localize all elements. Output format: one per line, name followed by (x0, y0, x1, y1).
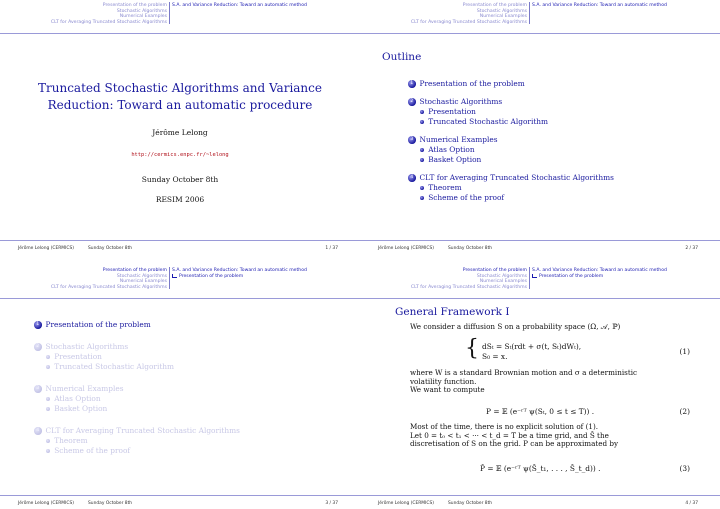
nav-section-2[interactable]: Stochastic Algorithms (116, 273, 167, 279)
bullet-icon (46, 407, 50, 411)
bullet-icon (420, 196, 424, 200)
nav-section-3[interactable]: Numerical Examples (119, 279, 167, 285)
footer-date: Sunday October 8th (448, 246, 493, 251)
footer-rule (0, 240, 360, 241)
section-number-ball: 3 (408, 136, 416, 144)
bullet-icon (46, 449, 50, 453)
nav-section-4[interactable]: CLT for Averaging Truncated Stochastic Algorithms (410, 19, 527, 25)
toc-subsection[interactable] (46, 362, 240, 372)
header-doc-title[interactable]: S.A. and Variance Reduction: Toward an automatic method (172, 268, 307, 273)
presentation-date: Sunday October 8th (141, 175, 219, 184)
header-rule (360, 298, 720, 299)
header-subsection-label: Presentation of the problem (179, 273, 244, 279)
bullet-icon (420, 148, 424, 152)
event-name: RESIM 2006 (155, 195, 205, 204)
toc-section-3[interactable] (34, 384, 240, 394)
equation-1-line-2: S₀ = x. (482, 352, 508, 361)
slide-section-outline (0, 255, 360, 509)
table-of-contents (408, 79, 614, 203)
toc-subsection[interactable] (46, 352, 240, 362)
footer-page-number: 1 / 37 (325, 246, 338, 251)
title-line-1: Truncated Stochastic Algorithms and Variance (38, 81, 322, 95)
header-subsection-label: Presentation of the problem (539, 273, 604, 279)
slide-footer (0, 240, 360, 254)
section-number-ball: 1 (34, 321, 42, 329)
toc-subsection[interactable] (420, 155, 614, 165)
slide-general-framework (360, 255, 720, 509)
toc-section-label: CLT for Averaging Truncated Stochastic Algorithms (45, 426, 240, 435)
author-url[interactable]: http://cermics.enpc.fr/~lelong (131, 152, 229, 158)
slide-footer (0, 495, 360, 509)
footer-rule (360, 495, 720, 496)
paragraph-2 (410, 369, 710, 395)
nav-section-1[interactable]: Presentation of the problem (102, 3, 167, 8)
toc-section-1[interactable] (408, 79, 614, 89)
paragraph-3 (410, 423, 710, 449)
toc-section-label: Stochastic Algorithms (45, 342, 129, 351)
slide-header (0, 0, 360, 34)
paragraph-3-line: Most of the time, there is no explicit solution of (1). (410, 422, 599, 431)
header-doc-title-block (172, 268, 307, 279)
paragraph-2-line: where W is a standard Brownian motion and σ a deterministic (410, 368, 638, 377)
header-rule (360, 33, 720, 34)
slide-outline (360, 0, 720, 254)
section-number-ball: 1 (408, 80, 416, 88)
toc-section-label: Presentation of the problem (419, 79, 525, 88)
header-section-nav (411, 268, 527, 290)
header-divider (169, 2, 170, 24)
footer-page-number: 2 / 37 (685, 246, 698, 251)
header-section-nav (51, 3, 167, 25)
header-divider (529, 267, 530, 289)
toc-section-label: Stochastic Algorithms (419, 97, 503, 106)
toc-subsection[interactable] (46, 404, 240, 414)
toc-subsection-label: Atlas Option (54, 394, 101, 403)
nav-section-4[interactable]: CLT for Averaging Truncated Stochastic Algorithms (410, 284, 527, 290)
header-section-nav (411, 3, 527, 25)
footer-author: Jérôme Lelong (CERMICS) (378, 501, 434, 506)
author-name: Jérôme Lelong (152, 128, 208, 137)
header-rule (0, 33, 360, 34)
bullet-icon (46, 355, 50, 359)
toc-section-label: CLT for Averaging Truncated Stochastic Algorithms (419, 173, 614, 182)
header-doc-title[interactable]: S.A. and Variance Reduction: Toward an automatic method (532, 3, 667, 8)
section-number-ball: 3 (34, 385, 42, 393)
nav-section-3[interactable]: Numerical Examples (479, 279, 527, 285)
header-doc-title[interactable]: S.A. and Variance Reduction: Toward an automatic method (172, 3, 307, 8)
bullet-icon (46, 365, 50, 369)
bullet-icon (420, 110, 424, 114)
toc-subsection[interactable] (420, 107, 614, 117)
section-number-ball: 4 (34, 427, 42, 435)
nav-section-1[interactable]: Presentation of the problem (102, 268, 167, 273)
toc-subsection-label: Scheme of the proof (54, 446, 131, 455)
header-divider (169, 267, 170, 289)
toc-section-2[interactable] (408, 97, 614, 107)
slide-header (0, 265, 360, 299)
tree-corner-icon (532, 274, 537, 278)
header-subsection[interactable] (172, 274, 307, 280)
slide-header (360, 0, 720, 34)
toc-section-label: Presentation of the problem (45, 320, 151, 329)
equation-1-line-1: dSₜ = Sₜ(rdt + σ(t, Sₜ)dWₜ), (482, 342, 582, 351)
toc-section-2[interactable] (34, 342, 240, 352)
header-rule (0, 298, 360, 299)
footer-rule (0, 495, 360, 496)
footer-date: Sunday October 8th (88, 501, 133, 506)
nav-section-4[interactable]: CLT for Averaging Truncated Stochastic Algorithms (50, 19, 167, 25)
toc-subsection-label: Truncated Stochastic Algorithm (54, 362, 175, 371)
footer-page-number: 3 / 37 (325, 501, 338, 506)
toc-subsection-label: Basket Option (54, 404, 108, 413)
paragraph-3-line: discretisation of S on the grid. P can be approximated by (410, 439, 619, 449)
footer-author: Jérôme Lelong (CERMICS) (18, 501, 74, 506)
footer-author: Jérôme Lelong (CERMICS) (18, 246, 74, 251)
toc-subsection[interactable] (420, 117, 614, 127)
title-line-2: Reduction: Toward an automatic procedure (47, 98, 313, 112)
header-doc-title-block (532, 268, 667, 279)
toc-section-4[interactable] (34, 426, 240, 436)
section-number-ball: 4 (408, 174, 416, 182)
toc-subsection-label: Theorem (54, 436, 88, 445)
nav-section-3[interactable]: Numerical Examples (119, 14, 167, 20)
nav-section-1[interactable]: Presentation of the problem (462, 268, 527, 273)
toc-subsection-label: Presentation (54, 352, 102, 361)
frame-title: Outline (382, 51, 422, 63)
section-number-ball: 2 (408, 98, 416, 106)
nav-section-4[interactable]: CLT for Averaging Truncated Stochastic Algorithms (50, 284, 167, 290)
header-section-nav (51, 268, 167, 290)
nav-section-3[interactable]: Numerical Examples (479, 14, 527, 20)
toc-subsection-label: Scheme of the proof (428, 193, 505, 202)
toc-subsection[interactable] (420, 193, 614, 203)
toc-subsection[interactable] (46, 446, 240, 456)
toc-subsection-label: Atlas Option (428, 145, 475, 154)
paragraph-2-line: We want to compute (410, 385, 485, 395)
bullet-icon (420, 186, 424, 190)
toc-subsection-label: Theorem (428, 183, 462, 192)
bullet-icon (46, 397, 50, 401)
equation-3-number: (3) (679, 464, 690, 473)
footer-rule (360, 240, 720, 241)
header-doc-title[interactable]: S.A. and Variance Reduction: Toward an automatic method (532, 268, 667, 273)
toc-section-1[interactable] (34, 320, 240, 330)
equation-3: P̂ = 𝔼 (e⁻ʳᵀ ψ(Ŝ_t₁, . . . , Ŝ_t_d)) . (480, 464, 601, 473)
toc-subsection[interactable] (46, 436, 240, 446)
toc-subsection[interactable] (420, 145, 614, 155)
table-of-contents (34, 320, 240, 456)
toc-section-label: Numerical Examples (45, 384, 124, 393)
nav-section-2[interactable]: Stochastic Algorithms (116, 8, 167, 14)
footer-date: Sunday October 8th (448, 501, 493, 506)
paragraph-2-line: volatility function. (410, 376, 477, 386)
bullet-icon (46, 439, 50, 443)
toc-subsection-label: Truncated Stochastic Algorithm (428, 117, 549, 126)
toc-section-3[interactable] (408, 135, 614, 145)
slide-title (0, 0, 360, 254)
header-divider (529, 2, 530, 24)
slide-footer (360, 495, 720, 509)
nav-section-2[interactable]: Stochastic Algorithms (476, 273, 527, 279)
header-subsection[interactable] (532, 274, 667, 280)
footer-date: Sunday October 8th (88, 246, 133, 251)
tree-corner-icon (172, 274, 177, 278)
toc-subsection[interactable] (420, 183, 614, 193)
footer-page-number: 4 / 37 (685, 501, 698, 506)
system-brace: { (465, 336, 479, 361)
toc-subsection[interactable] (46, 394, 240, 404)
frame-title: General Framework I (395, 306, 510, 318)
toc-section-4[interactable] (408, 173, 614, 183)
slide-footer (360, 240, 720, 254)
paragraph-3-line: Let 0 = t₀ < t₁ < ··· < t_d = T be a time grid, and Ŝ the (410, 430, 609, 440)
nav-section-1[interactable]: Presentation of the problem (462, 3, 527, 8)
nav-section-2[interactable]: Stochastic Algorithms (476, 8, 527, 14)
toc-section-label: Numerical Examples (419, 135, 498, 144)
equation-2-number: (2) (679, 407, 690, 416)
equation-2: P = 𝔼 (e⁻ʳᵀ ψ(Sₜ, 0 ≤ t ≤ T)) . (486, 407, 595, 416)
intro-text: We consider a diffusion S on a probability space (Ω, 𝒜, ℙ) (410, 322, 621, 331)
slide-header (360, 265, 720, 299)
equation-1-number: (1) (679, 347, 690, 356)
footer-author: Jérôme Lelong (CERMICS) (378, 246, 434, 251)
toc-subsection-label: Basket Option (428, 155, 482, 164)
toc-subsection-label: Presentation (428, 107, 476, 116)
presentation-title (20, 80, 340, 114)
bullet-icon (420, 120, 424, 124)
bullet-icon (420, 158, 424, 162)
section-number-ball: 2 (34, 343, 42, 351)
